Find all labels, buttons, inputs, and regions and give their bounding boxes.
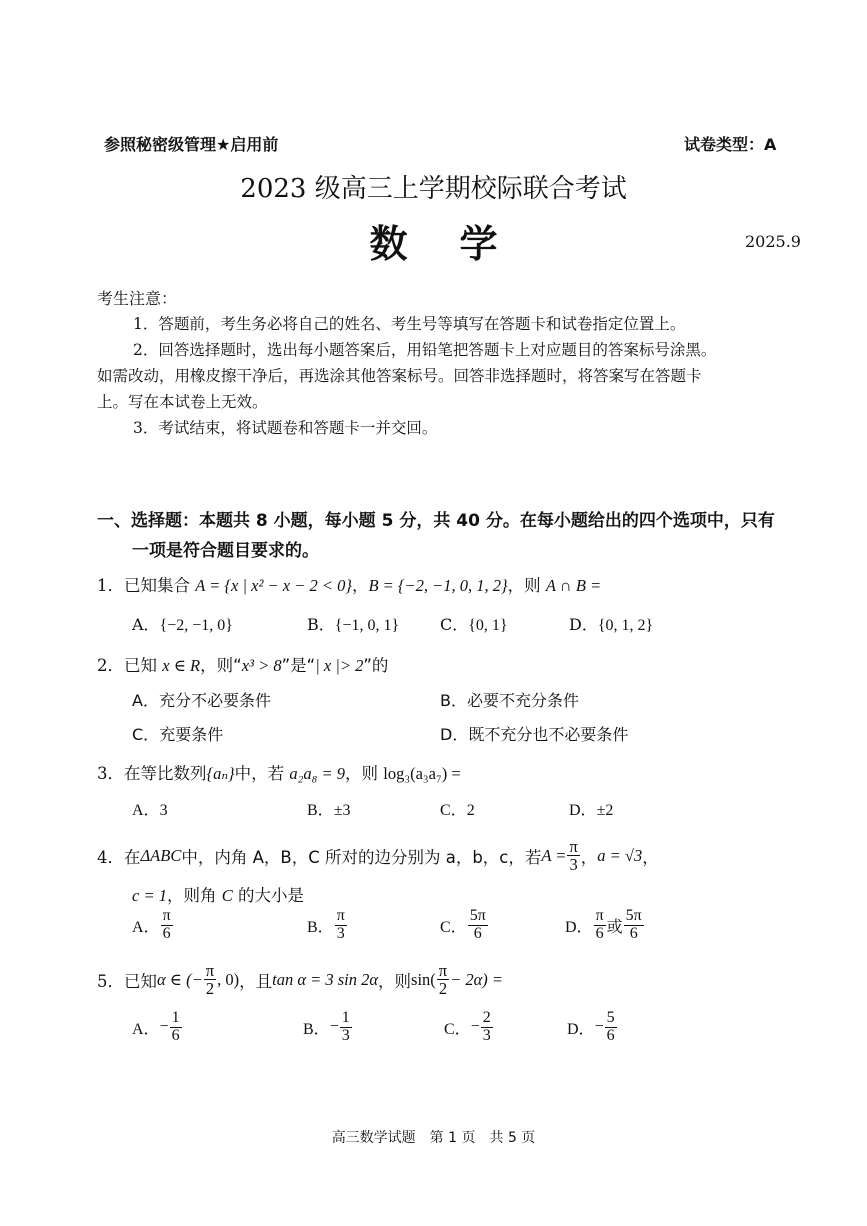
question-ask-end: − 2α) = <box>450 969 504 989</box>
statement-p: x³ > 8 <box>241 656 282 675</box>
question-ask: log₃(a₃a₇) = <box>383 764 461 783</box>
fraction-numerator: 5 <box>606 1009 615 1026</box>
subject-title: 数学 <box>369 222 550 266</box>
fraction-denominator: 6 <box>171 1026 180 1044</box>
fraction-denominator: 3 <box>341 1026 350 1044</box>
notice-title: 考生注意： <box>97 289 178 308</box>
option-text: {0, 1} <box>468 617 508 634</box>
option-label: D． <box>569 615 598 634</box>
fraction-numerator: π <box>438 961 448 980</box>
fraction <box>170 1010 182 1045</box>
angle-c: C <box>221 886 233 905</box>
fraction-numerator: π <box>569 837 578 856</box>
stem-text: ， <box>642 847 659 867</box>
fraction-denominator: 3 <box>569 855 578 875</box>
option-label: B． <box>440 691 467 710</box>
stem-text: ，则 <box>345 764 384 783</box>
fraction-denominator: 3 <box>336 924 345 942</box>
notice-line-5: 3．考试结束，将试题卷和答题卡一并交回。 <box>133 419 438 437</box>
fraction-denominator: 2 <box>205 979 215 999</box>
q3-option-c <box>440 797 475 820</box>
option-label: C． <box>440 918 467 936</box>
option-sign: − <box>159 1018 169 1036</box>
q2-option-d <box>440 722 628 745</box>
side-c: c = 1 <box>132 886 167 905</box>
alpha-range-end: , 0) <box>217 969 240 989</box>
or-connector: 或 <box>606 916 623 936</box>
fraction-denominator: 3 <box>482 1026 491 1044</box>
fraction-numerator: 1 <box>341 1009 350 1026</box>
fraction-numerator: 5π <box>625 907 642 924</box>
notice-line-4: 上。写在本试卷上无效。 <box>97 393 268 411</box>
condition: tan α = 3 sin 2α <box>272 969 379 989</box>
option-text: 充要条件 <box>159 725 224 744</box>
triangle: ΔABC <box>140 845 182 865</box>
option-label: B． <box>307 615 335 634</box>
fraction <box>335 908 347 943</box>
q5-option-a <box>132 1010 183 1045</box>
fraction-numerator: 2 <box>482 1009 491 1026</box>
fraction-numerator: 5π <box>469 907 486 924</box>
angle-a-eq: A = <box>541 845 567 865</box>
fraction-numerator: π <box>162 907 171 924</box>
stem-text: ，则 <box>378 971 412 991</box>
option-text: 既不充分也不必要条件 <box>468 725 629 744</box>
notice-line-1: 1．答题前，考生务必将自己的姓名、考生号等填写在答题卡和试卷指定位置上。 <box>133 315 686 333</box>
stem-text: ”的 <box>363 656 389 675</box>
stem-text: 在等比数列 <box>124 764 207 783</box>
q3-option-d <box>569 797 613 820</box>
option-text: ±2 <box>596 802 614 819</box>
exam-date: 2025.9 <box>745 232 801 251</box>
notice-line-2: 2．回答选择题时，选出每小题答案后，用铅笔把答题卡上对应题目的答案标号涂黑。 <box>133 341 717 359</box>
option-label: C． <box>444 1020 471 1038</box>
option-text: ±3 <box>333 802 351 819</box>
q2-option-b <box>440 688 579 711</box>
fraction-numerator: 1 <box>171 1009 180 1026</box>
question-4-stem <box>97 838 659 874</box>
q4-option-c <box>440 908 489 943</box>
option-text: 3 <box>159 802 168 819</box>
fraction <box>468 908 488 943</box>
question-4-stem-line-2 <box>132 882 304 906</box>
option-text: {0, 1, 2} <box>597 617 654 634</box>
fraction-denominator: 6 <box>473 924 482 942</box>
stem-text: ”是“ <box>281 656 316 675</box>
question-5-stem <box>97 962 503 998</box>
section-heading-line-2: 一项是符合题目要求的。 <box>132 541 319 561</box>
option-sign: − <box>594 1018 604 1036</box>
question-ask: A ∩ B = <box>545 576 602 595</box>
option-label: D． <box>569 802 597 819</box>
fraction <box>161 908 173 943</box>
fraction <box>594 908 606 943</box>
option-label: A． <box>132 615 160 634</box>
question-ask-start: sin( <box>411 969 436 989</box>
fraction <box>204 962 216 998</box>
sequence: {aₙ} <box>206 764 235 783</box>
stem-text: 已知 <box>124 971 157 991</box>
q4-option-a <box>132 908 174 943</box>
page-footer: 高三数学试题 第 1 页 共 5 页 <box>331 1130 536 1146</box>
set-b: B = {−2, −1, 0, 1, 2} <box>368 576 508 595</box>
question-number: 4． <box>97 847 124 867</box>
option-label: A． <box>132 691 159 710</box>
q2-option-c <box>132 722 223 745</box>
option-text: 2 <box>466 802 475 819</box>
fraction <box>437 962 449 998</box>
fraction-numerator: π <box>336 907 345 924</box>
option-label: C． <box>132 725 160 744</box>
fraction <box>605 1010 617 1045</box>
question-2-stem <box>97 652 388 676</box>
condition: x ∈ R <box>162 656 201 675</box>
fraction-denominator: 6 <box>162 924 171 942</box>
question-number: 3． <box>97 764 124 783</box>
stem-text: 已知 <box>124 656 163 675</box>
exam-title: 2023 级高三上学期校际联合考试 <box>240 174 627 204</box>
stem-text: 中，若 <box>234 764 290 783</box>
stem-text: ，则“ <box>200 656 242 675</box>
option-text: 必要不充分条件 <box>466 691 579 710</box>
q4-option-d <box>565 908 645 943</box>
side-a: a = √3 <box>597 845 643 865</box>
option-sign: − <box>329 1018 339 1036</box>
option-label: B． <box>307 918 334 936</box>
fraction <box>624 908 644 943</box>
confidentiality-label: 参照秘密级管理★启用前 <box>104 135 279 154</box>
notice-line-3: 如需改动，用橡皮擦干净后，再选涂其他答案标号。回答非选择题时，将答案写在答题卡 <box>97 367 702 385</box>
option-label: A． <box>132 802 160 819</box>
option-label: B． <box>303 1020 330 1038</box>
option-text: 充分不必要条件 <box>158 691 271 710</box>
q1-option-d <box>569 612 653 635</box>
stem-text: ， <box>580 847 598 867</box>
option-label: C． <box>440 615 469 634</box>
stem-text: ，则角 <box>166 886 222 905</box>
stem-text: 在 <box>124 847 141 867</box>
fraction-numerator: π <box>595 907 604 924</box>
option-label: D． <box>567 1020 595 1038</box>
fraction <box>340 1010 352 1045</box>
stem-text: 的大小是 <box>232 886 304 905</box>
alpha-range-start: α ∈ (− <box>157 969 203 989</box>
q4-option-b <box>307 908 348 943</box>
question-3-stem <box>97 760 461 784</box>
question-number: 5． <box>97 971 124 991</box>
question-number: 1． <box>97 576 124 595</box>
fraction <box>567 838 579 874</box>
paper-type-label: 试卷类型：A <box>684 135 777 154</box>
stem-text: 已知集合 <box>124 576 196 595</box>
section-heading-line-1: 一、选择题：本题共 8 小题，每小题 5 分，共 40 分。在每小题给出的四个选项中，只有 <box>97 511 775 531</box>
condition: a₂a₈ = 9 <box>289 764 345 783</box>
option-label: D． <box>565 918 593 936</box>
option-sign: − <box>470 1018 480 1036</box>
question-number: 2． <box>97 656 124 675</box>
option-label: A． <box>132 1020 160 1038</box>
q1-option-c <box>440 612 508 635</box>
q5-option-c <box>444 1010 494 1045</box>
question-1-stem <box>97 572 601 596</box>
fraction-denominator: 6 <box>606 1026 615 1044</box>
fraction-numerator: π <box>205 961 215 980</box>
q1-option-a <box>132 612 233 635</box>
fraction-denominator: 2 <box>438 979 448 999</box>
q1-option-b <box>307 612 399 635</box>
q5-option-b <box>303 1010 353 1045</box>
option-label: C． <box>440 802 467 819</box>
fraction-denominator: 6 <box>595 924 604 942</box>
option-label: D． <box>440 725 469 744</box>
q2-option-a <box>132 688 271 711</box>
option-text: {−2, −1, 0} <box>159 617 233 634</box>
stem-text: 中，内角 A，B，C 所对的边分别为 a，b，c，若 <box>181 847 542 867</box>
stem-text: ，则 <box>507 576 546 595</box>
option-label: A． <box>132 918 160 936</box>
stem-text: ， <box>351 576 369 595</box>
q5-option-d <box>567 1010 618 1045</box>
option-text: {−1, 0, 1} <box>334 617 400 634</box>
q3-option-b <box>307 797 350 820</box>
fraction <box>481 1010 493 1045</box>
stem-text: ，且 <box>239 971 273 991</box>
option-label: B． <box>307 802 334 819</box>
statement-q: | x |> 2 <box>315 656 364 675</box>
set-a: A = {x | x² − x − 2 < 0} <box>195 576 352 595</box>
fraction-denominator: 6 <box>629 924 638 942</box>
q3-option-a <box>132 797 168 820</box>
